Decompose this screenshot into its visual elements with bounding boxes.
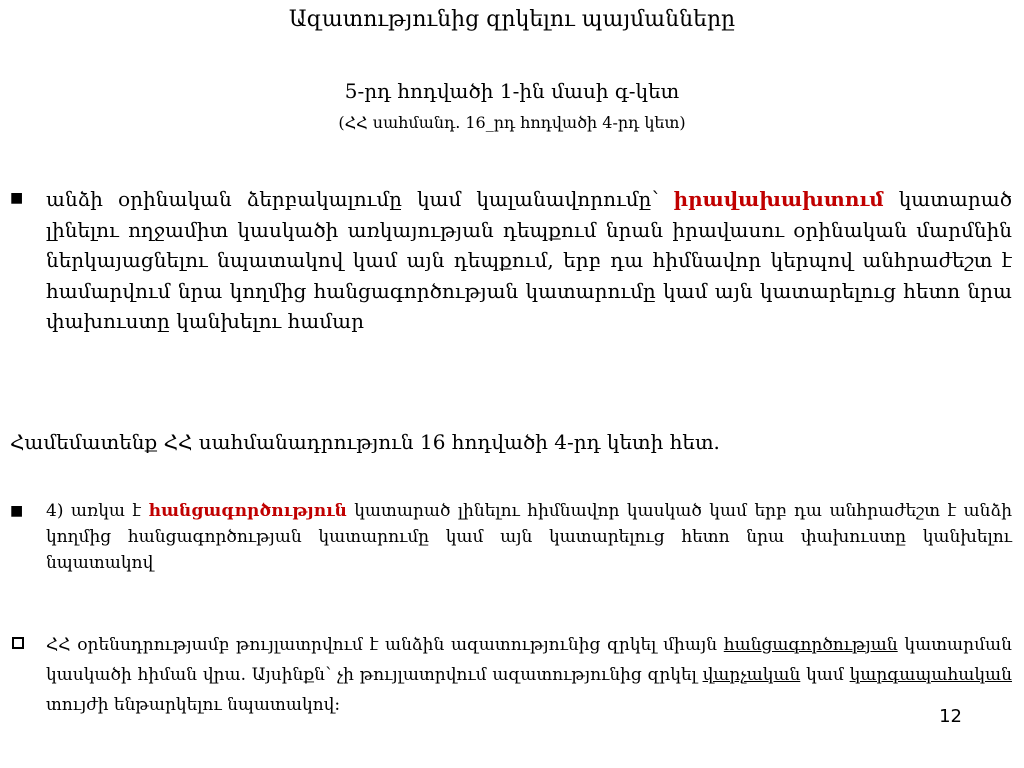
bullet-hollow-square-icon — [12, 637, 24, 649]
bullet3-underlined-2: վարչական — [702, 665, 801, 685]
bullet3-underlined-3: կարգապահական — [849, 665, 1012, 685]
bullet1-highlight: իրավախախտում — [673, 187, 884, 211]
compare-line: Համեմատենք ՀՀ սահմանադրություն 16 հոդվածի 4-րդ կետի հետ. — [10, 430, 720, 454]
bullet1-text-b: կատարած լինելու ողջամիտ կասկածի առկայության դեպքում նրան իրավասու օրինական մարմնին ներկայացնելու նպատակով կամ այն դեպքում, երբ դա հիմնավոր կերպով անհրաժեշտ է համարվում նրա կողմից հանցագործության կատարումը կամ այն կատարելուց հետո նրա փախուստը կանխելու համար — [46, 187, 1012, 333]
bullet3-text-b: կատարման կասկածի հիման վրա. Այսինքն՝ չի թույլատրվում ազատությունից զրկել — [46, 635, 1012, 685]
bullet2-text-a: 4) առկա է — [46, 501, 149, 521]
bullet-paragraph-1 — [46, 184, 1012, 337]
slide-subtitle-reference: (ՀՀ սահմանդ. 16_րդ հոդվածի 4-րդ կետ) — [338, 113, 686, 132]
bullet-square-icon: ■ — [10, 190, 24, 206]
page-number: 12 — [939, 706, 962, 727]
bullet3-text-d: տույժի ենթարկելու նպատակով: — [46, 695, 341, 715]
bullet3-underlined-1: հանցագործության — [723, 635, 898, 655]
bullet-paragraph-3 — [46, 630, 1012, 720]
bullet2-highlight: հանցագործություն — [148, 501, 347, 521]
slide-subtitle: 5-րդ հոդվածի 1-ին մասի գ-կետ — [344, 79, 680, 103]
bullet1-text-a: անձի օրինական ձերբակալումը կամ կալանավորումը՝ — [46, 187, 674, 211]
bullet3-text-c: կամ — [800, 665, 850, 685]
slide-title: Ազատությունից զրկելու պայմանները — [288, 7, 736, 32]
bullet-paragraph-2 — [46, 498, 1012, 576]
bullet3-text-a: ՀՀ օրենսդրությամբ թույլատրվում է անձին ազատությունից զրկել միայն — [46, 635, 724, 655]
bullet-square-icon: ■ — [10, 503, 24, 519]
bullet2-text-b: կատարած լինելու հիմնավոր կասկած կամ երբ դա անհրաժեշտ է անձի կողմից հանցագործության կատարումը կամ այն կատարելուց հետո նրա փախուստը կանխելու նպատակով — [46, 501, 1012, 573]
